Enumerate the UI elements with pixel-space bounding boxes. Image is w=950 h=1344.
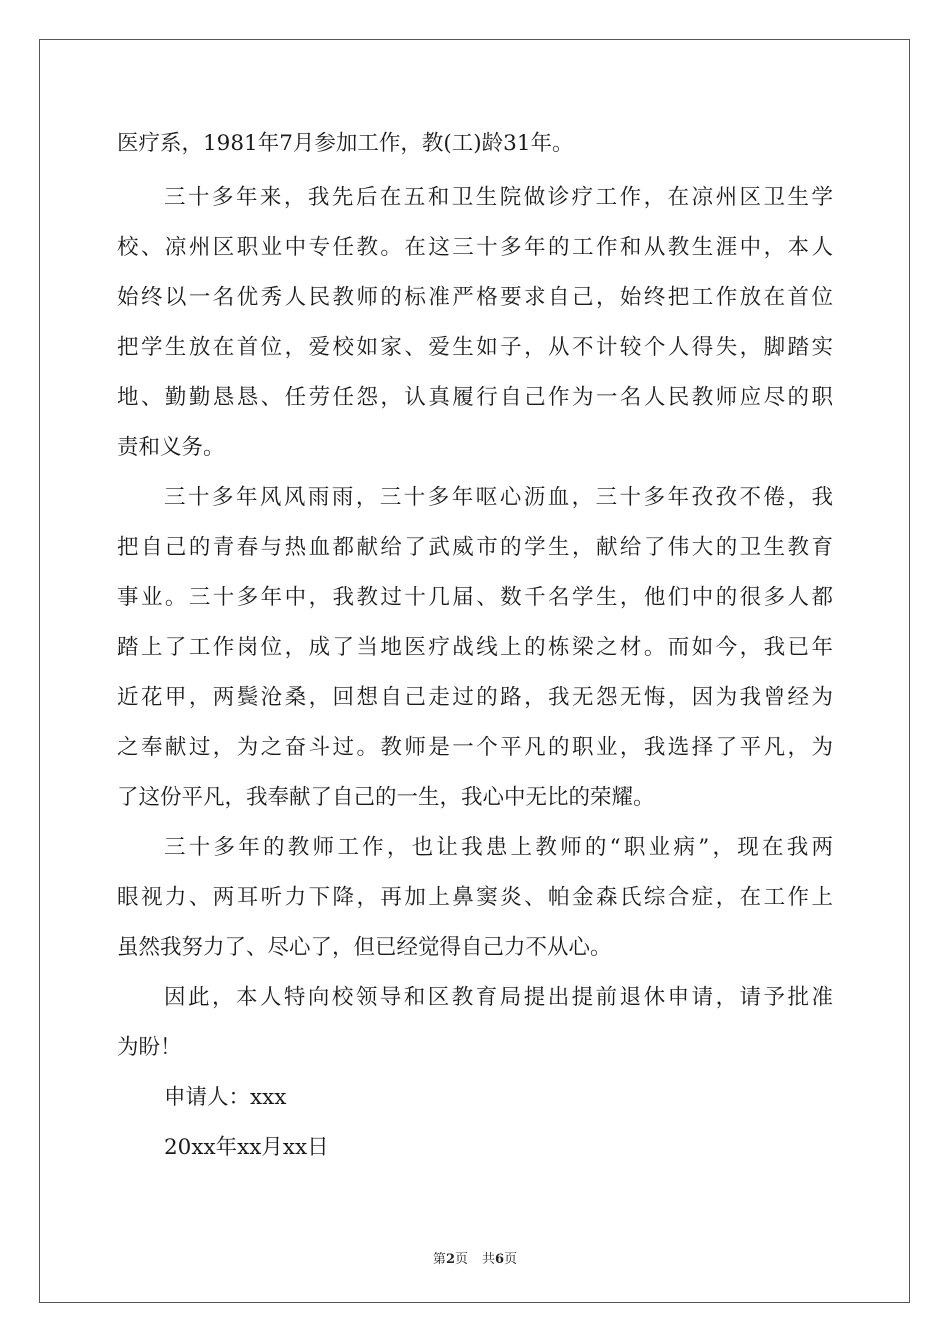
- text-line: 三十多年来，我先后在五和卫生院做诊疗工作，在凉州区卫生学: [164, 185, 833, 210]
- text-line: 事业。三十多年中，我教过十几届、数千名学生，他们中的很多人都: [117, 585, 833, 610]
- total-prefix: 共: [482, 1252, 496, 1267]
- text-line: 医疗系，1981年7月参加工作，教(工)龄31年。: [117, 131, 574, 156]
- applicant-line: 申请人：xxx: [164, 1085, 287, 1110]
- text-line: 踏上了工作岗位，成了当地医疗战线上的栋梁之材。而如今，我已年: [117, 635, 833, 660]
- text-line: 责和义务。: [117, 435, 225, 460]
- text-line: 三十多年风风雨雨，三十多年呕心沥血，三十多年孜孜不倦，我: [164, 485, 833, 510]
- page-suffix: 页: [454, 1252, 468, 1267]
- page-prefix: 第: [432, 1252, 446, 1267]
- page-current: 2: [445, 1252, 455, 1267]
- text-line: 把自己的青春与热血都献给了武威市的学生，献给了伟大的卫生教育: [117, 535, 833, 560]
- date-line: 20xx年xx月xx日: [164, 1135, 329, 1160]
- page-total: 6: [495, 1252, 505, 1267]
- text-line: 虽然我努力了、尽心了，但已经觉得自己力不从心。: [117, 935, 612, 960]
- text-line: 始终以一名优秀人民教师的标准严格要求自己，始终把工作放在首位: [117, 285, 833, 310]
- text-line: 因此，本人特向校领导和区教育局提出提前退休申请，请予批准: [164, 985, 833, 1010]
- text-line: 三十多年的教师工作，也让我患上教师的“职业病”，现在我两: [164, 835, 833, 860]
- text-line: 为盼！: [117, 1035, 182, 1060]
- page-footer: [0, 1248, 950, 1267]
- text-line: 把学生放在首位，爱校如家、爱生如子，从不计较个人得失，脚踏实: [117, 335, 833, 360]
- text-line: 校、凉州区职业中专任教。在这三十多年的工作和从教生涯中，本人: [117, 235, 833, 260]
- total-suffix: 页: [504, 1252, 518, 1267]
- text-line: 地、勤勤恳恳、任劳任怨，认真履行自己作为一名人民教师应尽的职: [117, 385, 833, 410]
- text-line: 之奉献过，为之奋斗过。教师是一个平凡的职业，我选择了平凡，为: [117, 735, 833, 760]
- text-line: 了这份平凡，我奉献了自己的一生，我心中无比的荣耀。: [117, 785, 655, 810]
- text-line: 近花甲，两鬓沧桑，回想自己走过的路，我无怨无悔，因为我曾经为: [117, 685, 833, 710]
- text-line: 眼视力、两耳听力下降，再加上鼻窦炎、帕金森氏综合症，在工作上: [117, 885, 833, 910]
